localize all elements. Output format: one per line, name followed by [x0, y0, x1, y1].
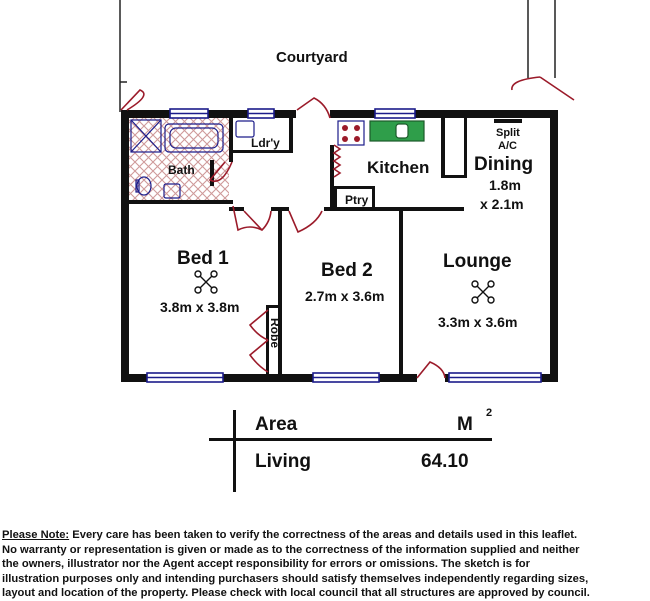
label-kitchen: Kitchen — [367, 158, 430, 177]
label-split-ac-1: Split — [496, 127, 520, 139]
fan-icon — [195, 271, 217, 293]
courtyard-door-left — [121, 90, 144, 110]
note-line-1: Every care has been taken to verify the correctness of the areas and details used in this leaflet. — [69, 529, 578, 541]
cooktop — [338, 121, 364, 145]
bath-tiled-floor — [129, 118, 229, 200]
label-laundry: Ldr'y — [251, 136, 280, 150]
area-col-unit-sup: 2 — [486, 407, 493, 419]
note-line-5: layout and location of the property. Please check with local council that all structures are approved by council. — [2, 587, 590, 600]
lounge-door — [417, 362, 445, 378]
label-dining: Dining — [474, 154, 534, 175]
label-bed1-size: 3.8m x 3.8m — [160, 299, 240, 315]
note-line-2: No warranty or representation is given or made as to the correctness of the information supplied and neither — [2, 543, 580, 556]
disclaimer-note — [2, 528, 650, 601]
label-courtyard: Courtyard — [276, 49, 348, 66]
note-line-4: illustration purposes only and intending purchasers should satisfy themselves independently regarding sizes, — [2, 572, 589, 585]
hall-door-right — [289, 211, 322, 232]
fan-icon — [472, 281, 494, 303]
label-bed2-size: 2.7m x 3.6m — [305, 288, 385, 304]
label-dining-size-1: 1.8m — [489, 177, 521, 193]
note-line-3: the owners, illustrator nor the Agent accept responsibility for errors or omissions. The sketch is for — [2, 558, 530, 571]
label-pantry: Ptry — [345, 193, 369, 207]
courtyard-door-right — [512, 77, 574, 100]
label-dining-size-2: x 2.1m — [480, 196, 524, 212]
label-lounge: Lounge — [443, 251, 512, 272]
area-table — [209, 407, 492, 492]
label-bed1: Bed 1 — [177, 248, 229, 269]
split-ac-unit — [494, 119, 522, 123]
robe-door-2 — [250, 340, 268, 372]
label-bath: Bath — [168, 163, 195, 177]
kitchen-zigzag — [334, 145, 340, 177]
label-split-ac-2: A/C — [498, 140, 517, 152]
laundry-trough — [236, 121, 254, 137]
area-col-label: Area — [255, 414, 298, 435]
front-door — [297, 98, 330, 118]
label-lounge-size: 3.3m x 3.6m — [438, 314, 518, 330]
label-robe: Robe — [268, 318, 282, 348]
robe-door-1 — [250, 310, 268, 340]
area-col-unit: M — [457, 414, 473, 435]
note-heading: Please Note: — [2, 529, 70, 541]
area-row-value: 64.10 — [421, 451, 469, 472]
label-bed2: Bed 2 — [321, 260, 373, 281]
area-row-label: Living — [255, 451, 311, 472]
